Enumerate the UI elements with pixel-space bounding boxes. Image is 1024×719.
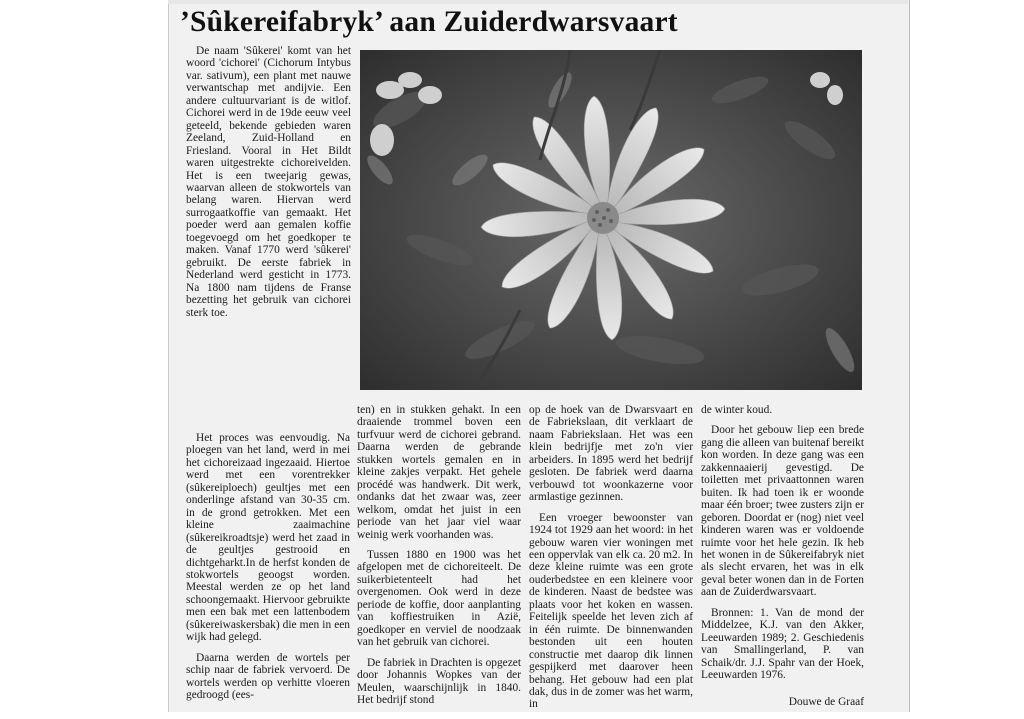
- article-column-2: [357, 404, 521, 714]
- paragraph-intro: De naam 'Sûkerei' komt van het woord 'cichorei' (Cichorum Intybus var. sativum), een plant met nauwe verwantschap met andijvie. Een andere cultuurvariant is de witlof. Cichorei werd in de 19de eeuw veel geteeld, bekende gebieden waren Zeeland, Zuid-Holland en Friesland. Vooral in Het Bildt waren uitgestrekte cichoreivelden. Het is een tweejarig gewas, waarvan alleen de stokwortels van belang waren. Hiervan werd surrogaatkoffie van gemaakt. Het poeder werd aan gemalen koffie toegevoegd om het goedkoper te maken. Vanaf 1770 werd 'sûkerei' gebruikt. De eerste fabriek in Nederland werd gesticht in 1773. Na 1800 nam tijdens de Franse bezetting het gebruik van cichorei sterk toe.: [186, 45, 351, 319]
- author-signature: Douwe de Graaf: [788, 695, 864, 708]
- paragraph-location: op de hoek van de Dwarsvaart en de Fabriekslaan, dit verklaart de naam Fabriekslaan. Het was een klein bedrijfje met zo'n vier arbeiders. In 1895 werd het bedrijf gesloten. De fabriek werd daarna verbouwd tot woonkazerne voor armlastige gezinnen.: [529, 404, 693, 504]
- paragraph-resident-account: Een vroeger bewoonster van 1924 tot 1929 aan het woord: in het gebouw waren vier woningen met een oppervlak van elk ca. 20 m2. In deze kleine ruimte was een grote ouderbedstee en een kleinere voor de kinderen. Naast de bedstee was plaats voor het koken en wassen. Feitelijk speelde het leven zich af in één ruimte. De binnenwanden bestonden uit een houten constructie met daarop dik linnen gespijkerd met daarover heen behang. Het gebouw had een plat dak, dus in de zomer was het warm, in: [529, 511, 693, 711]
- paragraph-process: Het proces was eenvoudig. Na ploegen van het land, werd in mei het cichoreizaad ingezaaid. Hiertoe werd met een vorentrekker (sûkereiploech) geultjes met een onderlinge afstand van 30-35 cm. in de grond getrokken. Met een kleine zaaimachine (sûkereikroadtsje) werd het zaad in de geultjes gestrooid en dichtgeharkt.In de herfst konden de stokwortels geoogst worden. Meestal werden ze op het land schoongemaakt. Hiervoor gebruikte men een bak met een lattenbodem (sûkereiwaskersbak) die men in een wijk had gelegd.: [186, 432, 350, 644]
- paragraph-decline: Tussen 1880 en 1900 was het afgelopen met de cichoreiteelt. De suikerbietenteelt had het overgenomen. Ook werd in deze periode de koffie, door aanplanting van koffiestruiken in Azië, goedkoper en verviel de noodzaak van het gebruik van cichorei.: [357, 548, 521, 649]
- clipping-top-edge: [168, 0, 908, 4]
- paragraph-building: Door het gebouw liep een brede gang die alleen van buitenaf bereikt kon worden. In deze gang was een zakkennaaierij gevestigd. De toiletten met privaattonnen waren buiten. Ik had toen ik er woonde maar één broer; twee zusters zijn er geboren. Doordat er (nog) niet veel kinderen waren was er voldoende ruimte voor het hele gezin. Ik heb het wonen in de Sûkereifabryk niet als slecht ervaren, het was in elk geval beter wonen dan in de Forten aan de Zuiderdwarsvaart.: [701, 424, 864, 599]
- paragraph-transport: Daarna werden de wortels per schip naar de fabriek vervoerd. De wortels werden op verhitte vloeren gedroogd (ees-: [186, 651, 350, 702]
- article-headline: ’Sûkereifabryk’ aan Zuiderdwarsvaart: [180, 6, 678, 38]
- paragraph-sources: Bronnen: 1. Van de mond der Middelzee, K.J. van den Akker, Leeuwarden 1989; 2. Geschiedenis van Smallingerland, P. van Schaik/dr. J.J. Spahr van der Hoek, Leeuwarden 1976.: [701, 606, 864, 682]
- flower-illustration: [360, 50, 862, 390]
- chicory-flower-photo: [360, 50, 862, 390]
- article-column-1-bottom: [186, 432, 350, 710]
- article-column-3: [529, 404, 693, 719]
- article-column-4: [701, 404, 864, 716]
- paragraph-drachten-factory: De fabriek in Drachten is opgezet door Johannis Wopkes van der Meulen, waarschijnlijk in 1840. Het bedrijf stond: [357, 656, 521, 706]
- paragraph-roasting: ten) en in stukken gehakt. In een draaiende trommel boven een turfvuur werd de cichorei gebrand. Daarna werden de gebrande stukken wortels gemalen en in kleine zakjes verpakt. Het gehele procédé was handwerk. Dit werk, ondanks dat het zwaar was, zeer welkom, omdat het juist in een periode van het jaar viel waar weinig werk voorhanden was.: [357, 404, 521, 541]
- article-column-1-top: [186, 45, 351, 327]
- paragraph-winter: de winter koud.: [701, 404, 773, 416]
